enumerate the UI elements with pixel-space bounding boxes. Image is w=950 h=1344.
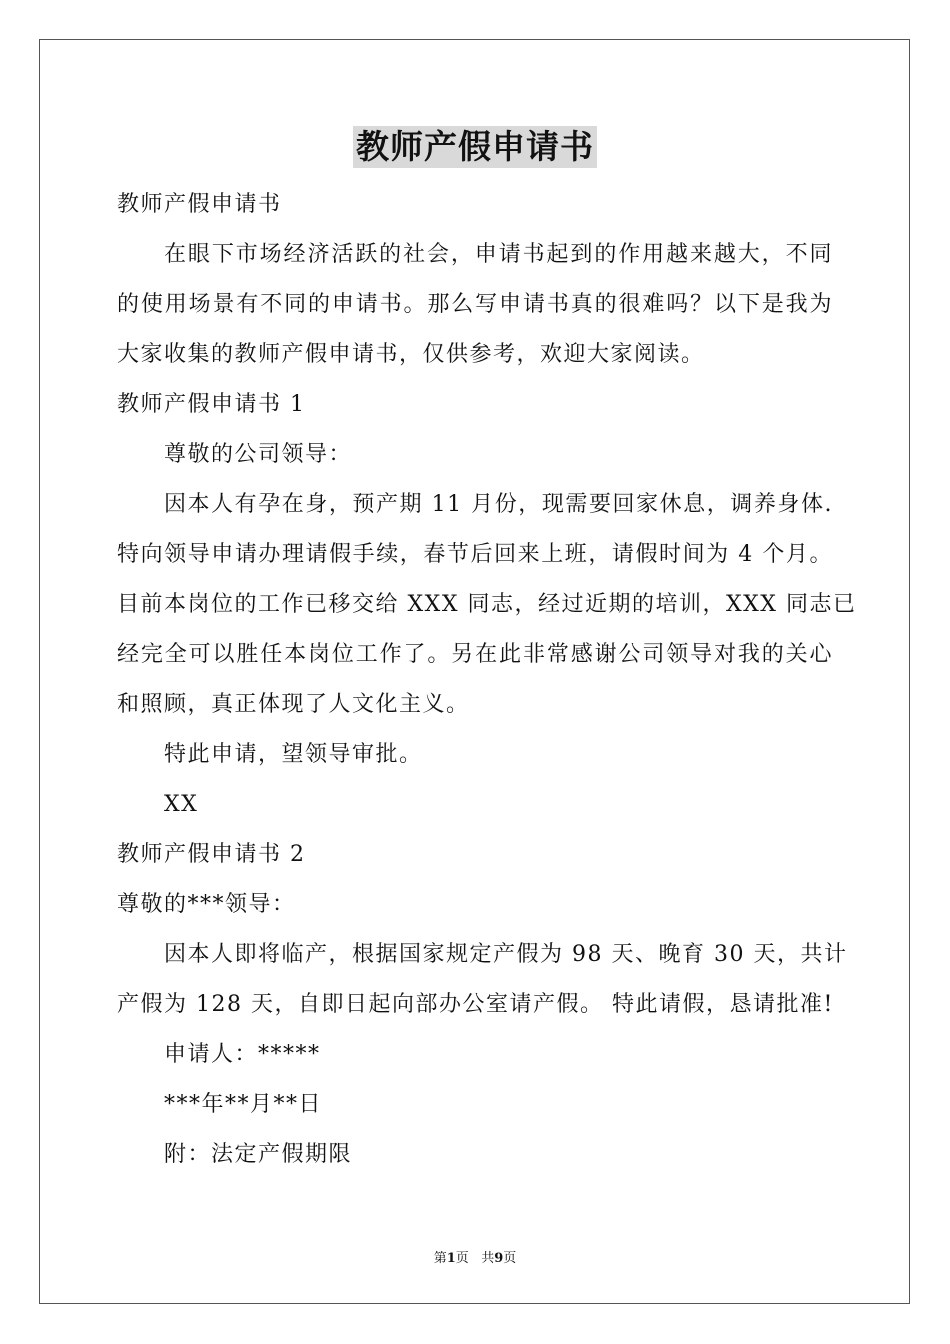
text-line: 经完全可以胜任本岗位工作了。另在此非常感谢公司领导对我的关心 [117, 642, 833, 667]
text-line: 附：法定产假期限 [164, 1142, 353, 1167]
text-line: 特此申请，望领导审批。 [164, 742, 423, 767]
text-line: 和照顾，真正体现了人文化主义。 [117, 692, 470, 717]
text-line: 大家收集的教师产假申请书，仅供参考，欢迎大家阅读。 [117, 342, 705, 367]
document-body [117, 180, 857, 1180]
footer-page-suffix: 页 [455, 1251, 469, 1266]
text-line: 的使用场景有不同的申请书。那么写申请书真的很难吗？以下是我为 [117, 292, 833, 317]
text-line: 特向领导申请办理请假手续，春节后回来上班，请假时间为 4 个月。 [117, 542, 833, 567]
footer-total-suffix: 页 [503, 1251, 517, 1266]
text-line: 申请人：***** [164, 1042, 321, 1067]
text-line: 教师产假申请书 1 [117, 392, 306, 417]
document-title: 教师产假申请书 [353, 126, 597, 168]
text-line: 目前本岗位的工作已移交给 XXX 同志，经过近期的培训，XXX 同志已 [117, 592, 857, 617]
text-line: 尊敬的公司领导： [164, 442, 353, 467]
text-line: 教师产假申请书 2 [117, 842, 306, 867]
text-line: 因本人有孕在身，预产期 11 月份，现需要回家休息，调养身体. [164, 492, 833, 517]
page-footer [0, 1247, 950, 1266]
text-line: 尊敬的***领导： [117, 892, 296, 917]
footer-page-prefix: 第 [433, 1251, 447, 1266]
text-line: XX [164, 792, 199, 817]
text-line: 教师产假申请书 [117, 192, 282, 217]
footer-page-number: 1 [446, 1251, 456, 1266]
footer-total-pages: 9 [494, 1251, 504, 1266]
text-line: 因本人即将临产，根据国家规定产假为 98 天、晚育 30 天，共计 [164, 942, 848, 967]
text-line: 在眼下市场经济活跃的社会，申请书起到的作用越来越大，不同 [164, 242, 833, 267]
title-container [0, 126, 950, 168]
footer-total-prefix: 共 [481, 1251, 495, 1266]
text-line: 产假为 128 天，自即日起向部办公室请产假。 特此请假，恳请批准! [117, 992, 834, 1017]
text-line: ***年**月**日 [164, 1092, 323, 1117]
